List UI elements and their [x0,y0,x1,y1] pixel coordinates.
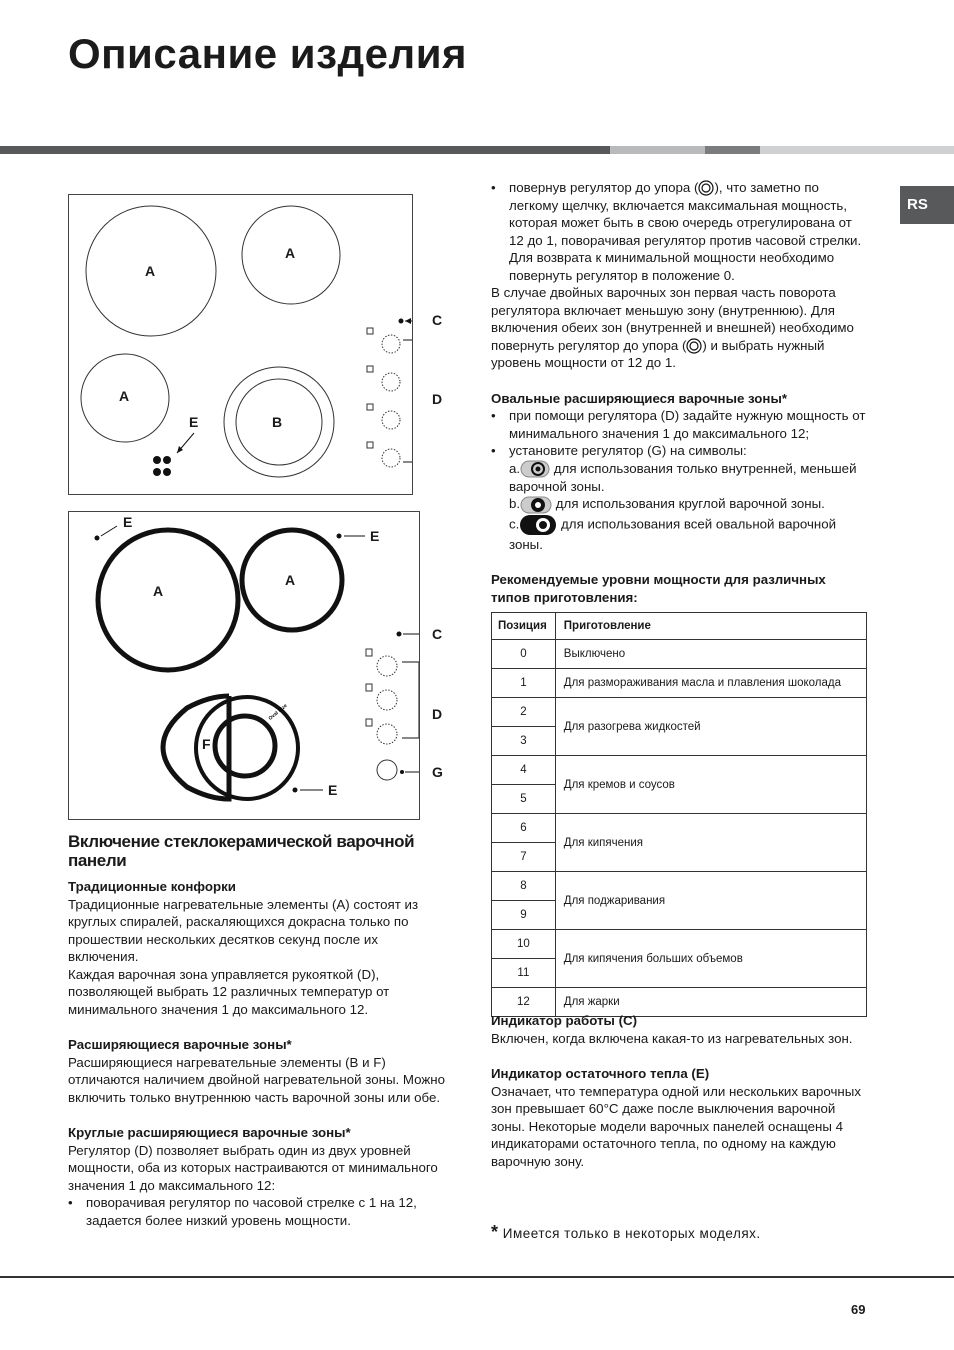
cell-position: 7 [492,843,556,872]
symbol-option-a [491,460,869,496]
cell-cooking: Для кипячения больших объемов [555,930,866,988]
table-row [492,756,867,785]
paragraph: Традиционные нагревательные элементы (A) состоят из круглых спиралей, раскаляющихся докрасна только по прошествии нескольких десятков секунд после их включения. [68,896,419,964]
table-row [492,814,867,843]
cooking-levels-table-body [492,613,867,1017]
label-e: E [189,414,199,430]
cell-position: 5 [492,785,556,814]
paragraph: Включен, когда включена какая-то из нагревательных зон. [491,1030,853,1046]
cell-position: 6 [492,814,556,843]
knob-dot [400,770,404,774]
option-prefix: b. [509,496,521,512]
cell-cooking: Для кремов и соусов [555,756,866,814]
label-e: E [123,514,133,530]
oval-symbol-round-icon [520,496,552,514]
table-row [492,640,867,669]
hob-diagram-oval-svg [69,512,419,819]
bullet-item: • при помощи регулятора (D) задайте нужную мощность от минимального значения 1 до максимального 12; [491,407,869,442]
label-d: D [432,706,443,722]
hob-diagram-traditional [68,194,413,495]
table-row [492,698,867,727]
residual-indicator [337,534,342,539]
label-d: D [432,391,443,407]
right-column-top [491,179,869,606]
heading-indicator: Индикатор работы (C) [491,1013,638,1028]
label-e: E [328,782,338,798]
heading-round-expanding: Круглые расширяющиеся варочные зоны* [68,1125,351,1140]
residual-indicator [95,536,100,541]
bottom-rule [0,1276,954,1278]
footnote-star: * [491,1222,499,1242]
cell-position: 0 [492,640,556,669]
table-header-row [492,613,867,640]
paragraph-text: ) и выбрать нужный уровень мощности от 12 до 1. [491,337,825,370]
indicator-light [399,319,404,324]
heading-residual-heat: Индикатор остаточного тепла (E) [491,1066,710,1081]
cell-cooking: Для поджаривания [555,872,866,930]
paragraph-text: В случае двойных варочных зон первая часть поворота регулятора включает меньшую зону (внутреннюю). Для включения обеих зон (внутренней и внешней) необходимо повернуть регулятор до упора ( [491,285,854,353]
oval-burner-inner [215,716,275,776]
symbol-option-c [491,514,869,554]
page-number: 69 [851,1302,866,1317]
bullet-text: повернув регулятор до упора ( [509,180,699,195]
paragraph [491,284,869,372]
paragraph: Расширяющиеся нагревательные элементы (B и F) отличаются наличием двойной нагревательной зоны. Можно включить только внутреннюю часть варочной зоны или обе. [68,1054,446,1105]
cell-position: 2 [492,698,556,727]
oval-symbol-full-icon [519,514,557,536]
language-tab: RS [900,186,954,224]
right-column-bottom [491,1012,871,1170]
cell-position: 11 [492,959,556,988]
knob-bracket [402,662,419,738]
page-title: Описание изделия [68,30,468,77]
header-bar-segment [610,146,705,154]
oval-selector-knob [377,760,397,780]
bullet-text: ), что заметно по легкому щелчку, включается максимальная мощность, которая может быть в свою очередь отрегулирована от 12 до 1, поворачивая регулятор против часовой стрелки. Для возврата к минимальной мощности необходимо повернуть регулятор в положение 0. [509,180,862,283]
label-a: A [285,245,296,261]
bullet-item: • поворачивая регулятор по часовой стрелке с 1 на 12, задается более низкий уровень мощности. [68,1194,446,1229]
footnote [491,1222,761,1243]
cell-position: 12 [492,988,556,1017]
residual-heat-icon [153,456,171,476]
heading-oval: Овальные расширяющиеся варочные зоны* [491,390,787,406]
cell-position: 8 [492,872,556,901]
cell-cooking: Выключено [555,640,866,669]
paragraph: Регулятор (D) позволяет выбрать один из двух уровней мощности, оба из которых настраиваются от минимального значения 1 до максимального 12: [68,1142,438,1193]
heading-expanding: Расширяющиеся варочные зоны* [68,1037,292,1052]
cell-cooking: Для разогрева жидкостей [555,698,866,756]
label-a: A [145,263,156,279]
residual-indicator [293,788,298,793]
left-column [68,832,446,1229]
column-header-cooking: Приготовление [555,613,866,640]
indicator-light [397,632,402,637]
header-bar-segment [705,146,760,154]
label-a: A [285,572,296,588]
double-ring-icon [686,338,702,354]
cell-position: 3 [492,727,556,756]
oval-size-text: Oval Size [267,702,289,722]
option-text: для использования только внутренней, меньшей варочной зоны. [509,460,857,494]
cell-cooking: Для кипячения [555,814,866,872]
table-row [492,930,867,959]
option-prefix: a. [509,460,521,476]
hob-diagram-oval [68,511,420,820]
cell-cooking: Для жарки [555,988,866,1017]
hob-diagram-traditional-svg [69,195,412,494]
label-a: A [153,583,164,599]
bullet-item [491,179,869,284]
label-b: B [272,414,283,430]
heading-traditional: Традиционные конфорки [68,879,236,894]
control-knobs [367,328,400,467]
column-header-position: Позиция [492,613,556,640]
header-bar-segment [760,146,954,154]
label-c: C [432,312,443,328]
table-title: Рекомендуемые уровни мощности для различных типов приготовления: [491,572,826,605]
cell-position: 1 [492,669,556,698]
cell-position: 10 [492,930,556,959]
burner-large-ring [98,530,238,670]
label-f: F [202,736,211,752]
option-text: для использования всей овальной варочной зоны. [509,516,837,552]
option-text: для использования круглой варочной зоны. [555,496,825,512]
knob-bracket [403,340,412,462]
paragraph: Означает, что температура одной или нескольких варочных зон превышает 60°C даже после выключения варочной зоны. Некоторые модели варочных панелей оснащены 4 индикаторами остаточного тепла, по одному на каждую варочную зону. [491,1083,861,1169]
oval-symbol-inner-icon [520,460,550,478]
label-a: A [119,388,130,404]
table-row [492,872,867,901]
label-c: C [432,626,443,642]
label-e: E [370,528,380,544]
option-prefix: c. [509,516,520,532]
cell-position: 9 [492,901,556,930]
label-g: G [432,764,443,780]
section-title: Включение стеклокерамической варочной панели [68,832,415,870]
cell-cooking: Для размораживания масла и плавления шоколада [555,669,866,698]
table-row [492,669,867,698]
cell-position: 4 [492,756,556,785]
control-knobs [366,649,397,780]
bullet-item: • установите регулятор (G) на символы: [491,442,869,460]
symbol-option-b [491,495,869,513]
cooking-levels-table [491,612,867,1017]
paragraph: Каждая варочная зона управляется рукояткой (D), позволяющей выбрать 12 различных температур от минимального значения 1 до максимального 12. [68,966,390,1017]
footnote-text: Имеется только в некоторых моделях. [502,1226,761,1241]
double-ring-icon [698,180,714,196]
header-bar-segment [0,146,610,154]
